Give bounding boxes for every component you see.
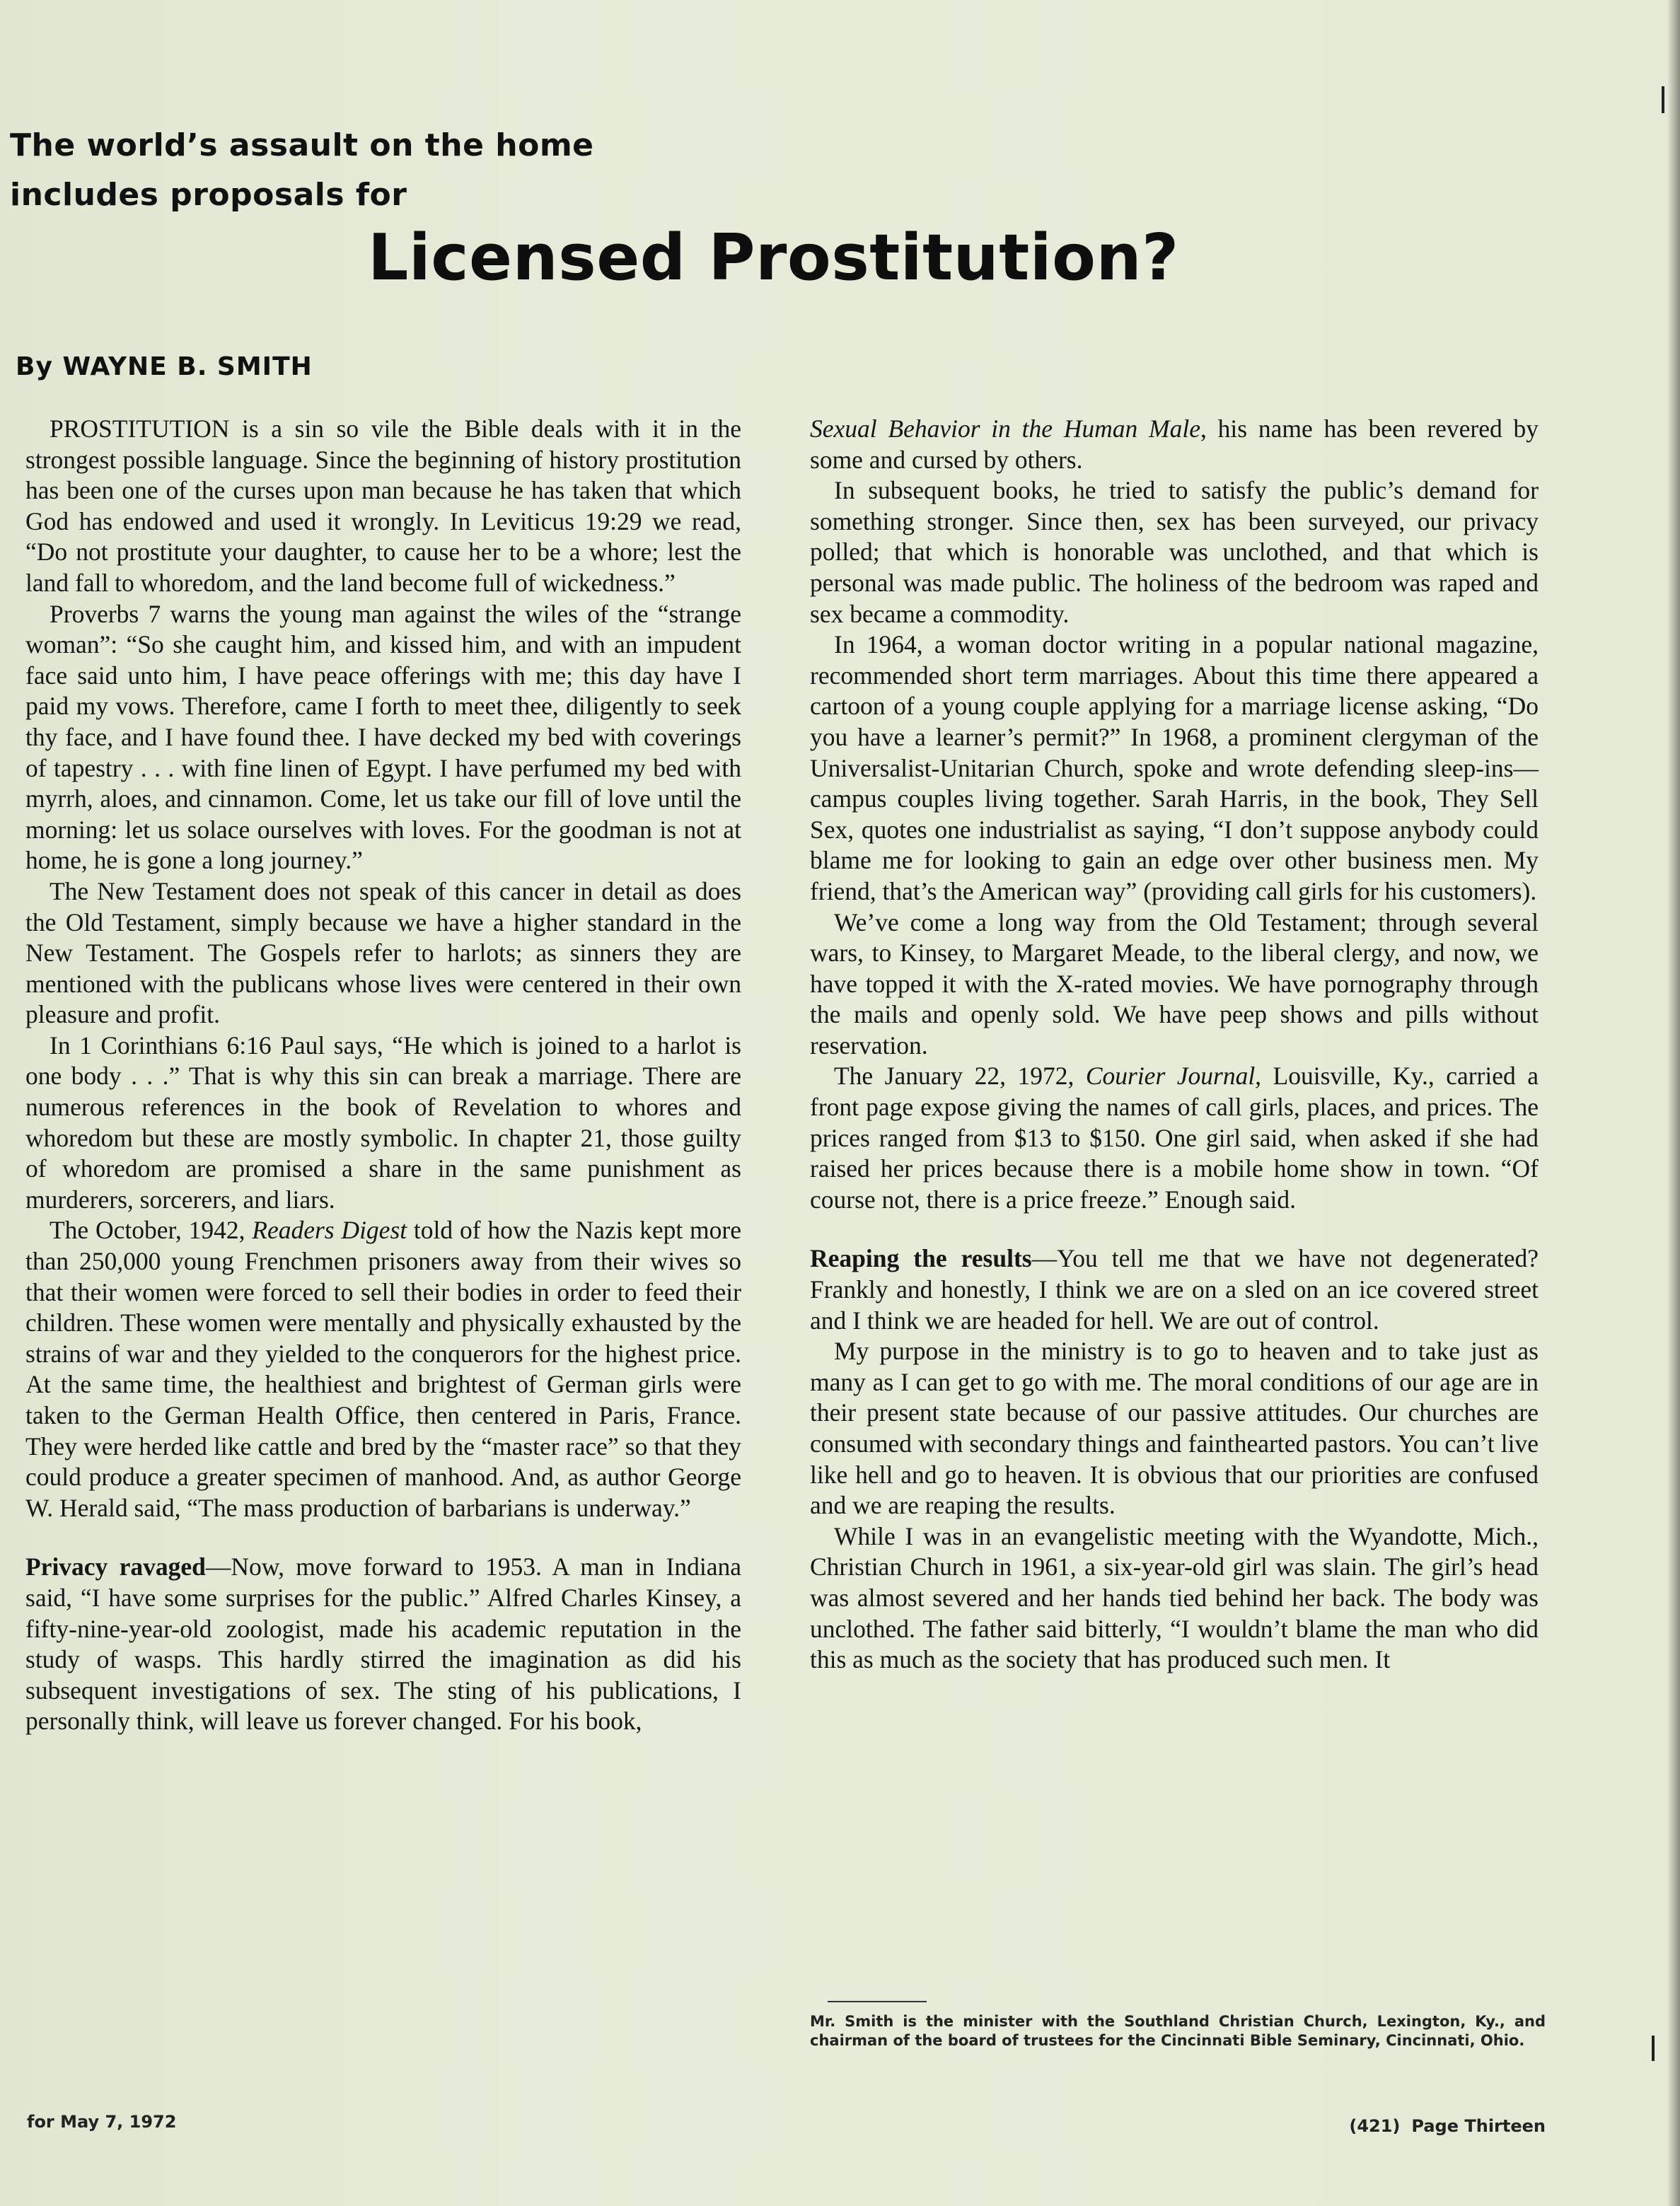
kicker-line-1: The world’s assault on the home: [10, 127, 594, 163]
headline: Licensed Prostitution?: [368, 221, 1179, 295]
left-paragraph-4: [25, 1215, 741, 1523]
page-edge-shadow: [1667, 0, 1680, 2206]
left-paragraph-1: [25, 599, 741, 876]
paragraph-text: The New Testament does not speak of this cancer in detail as does the Old Testament, simply because we have a higher standard in the New Testament. The Gospels refer to harlots; as sinners they are mentioned with the publicans whose lives were centered in their own pleasure and profit.: [25, 876, 741, 1029]
edge-mark-bottom: [1652, 2036, 1655, 2061]
right-paragraph-5: [810, 1243, 1539, 1336]
paragraph-text: We’ve come a long way from the Old Testament; through several wars, to Kinsey, to Margaret Meade, to the liberal clergy, and now, we have topped it with the X-rated movies. We have pornography through the mails and openly sold. We have peep shows and pills without reservation.: [810, 907, 1539, 1060]
publication-title: Sexual Behavior in the Human Male: [810, 414, 1201, 443]
paragraph-text: , his name has been revered by some and cursed by others.: [810, 414, 1539, 474]
page-number: (421): [1349, 2116, 1401, 2136]
paragraph-text: —Now, move forward to 1953. A man in Indiana said, “I have some surprises for the public.” Alfred Charles Kinsey, a fifty-nine-year-old zoologist, made his academic reputation in the study of wasps. This hardly stirred the imagination as did his subsequent investigations of sex. The sting of his publications, I personally think, will leave us forever changed. For his book,: [25, 1552, 741, 1736]
paragraph-text: In 1 Corinthians 6:16 Paul says, “He which is joined to a harlot is one body . . .” That is why this sin can break a marriage. There are numerous references in the book of Revelation to whores and whoredom but these are mostly symbolic. In chapter 21, those guilty of whoredom are promised a share in the same punishment as murderers, sorcerers, and liars.: [25, 1031, 741, 1214]
right-paragraph-3: [810, 907, 1539, 1062]
paragraph-text: told of how the Nazis kept more than 250,000 young Frenchmen prisoners away from their wives so that their women were forced to sell their bodies in order to feed their children. These women were mentally and physically exhausted by the strains of war and they yielded to the conquerors for the highest price. At the same time, the healthiest and brightest of German girls were taken to the German Health Office, then centered in Paris, France. They were herded like cattle and bred by the “master race” so that they could produce a greater specimen of manhood. And, as author George W. Herald said, “The mass production of barbarians is underway.”: [25, 1216, 741, 1522]
footnote-rule: [828, 2001, 927, 2002]
right-paragraph-1: [810, 475, 1539, 629]
article-column-right: [810, 414, 1539, 1676]
paragraph-text: Proverbs 7 warns the young man against the wiles of the “strange woman”: “So she caught him, and kissed him, and with an impudent face said unto him, I have peace offerings with me; this day have I paid my vows. Therefore, came I forth to meet thee, diligently to seek thy face, and I have found thee. I have decked my bed with coverings of tapestry . . . with fine linen of Egypt. I have perfumed my bed with myrrh, aloes, and cinnamon. Come, let us take our fill of love until the morning: let us solace ourselves with loves. For the goodman is not at home, he is gone a long journey.”: [25, 599, 741, 875]
publication-title: Courier Journal,: [1085, 1062, 1262, 1091]
paragraph-lead: The October, 1942,: [50, 1216, 253, 1245]
publication-title: Readers Digest: [252, 1216, 407, 1245]
kicker-line-2: includes proposals for: [10, 177, 407, 213]
paragraph-text: My purpose in the ministry is to go to heaven and to take just as many as I can get to go with me. The moral conditions of our age are in their present state because of our passive attitudes. Our churches are consumed with secondary things and fainthearted pastors. You can’t live like hell and go to heaven. It is obvious that our priorities are confused and we are reaping the results.: [810, 1337, 1539, 1520]
left-paragraph-2: [25, 876, 741, 1031]
right-paragraph-0: [810, 414, 1539, 475]
edge-mark-top: [1662, 86, 1664, 113]
paragraph-text: While I was in an evangelistic meeting with the Wyandotte, Mich., Christian Church in 1961, a six-year-old girl was slain. The girl’s head was almost severed and her hands tied behind her back. The body was unclothed. The father said bitterly, “I wouldn’t blame the man who did this as much as the society that has produced such men. It: [810, 1521, 1539, 1674]
page-folio: [1349, 2116, 1546, 2136]
issue-date: for May 7, 1972: [27, 2112, 177, 2132]
left-paragraph-5: [25, 1552, 741, 1737]
right-paragraph-6: [810, 1336, 1539, 1521]
paragraph-text: In subsequent books, he tried to satisfy the public’s demand for something stronger. Since then, sex has been surveyed, our privacy polled; that which is honorable was unclothed, and that which is personal was made public. The holiness of the bedroom was raped and sex became a commodity.: [810, 476, 1539, 628]
paragraph-text: —You tell me that we have not degenerated? Frankly and honestly, I think we are on a sled on an ice covered street and I think we are headed for hell. We are out of control.: [810, 1244, 1539, 1335]
right-paragraph-7: [810, 1521, 1539, 1676]
paragraph-text: PROSTITUTION is a sin so vile the Bible deals with it in the strongest possible language. Since the beginning of history prostitution has been one of the curses upon man because he has taken that which God has endowed and used it wrongly. In Leviticus 19:29 we read, “Do not prostitute your daughter, to cause her to be a whore; lest the land fall to whoredom, and the land become full of wickedness.”: [25, 414, 741, 597]
author-footnote: Mr. Smith is the minister with the Southland Christian Church, Lexington, Ky., and chairman of the board of trustees for the Cincinnati Bible Seminary, Cincinnati, Ohio.: [810, 2013, 1546, 2049]
left-paragraph-0: [25, 414, 741, 599]
subhead: Privacy ravaged: [25, 1552, 206, 1581]
left-paragraph-3: [25, 1031, 741, 1216]
right-paragraph-4: [810, 1061, 1539, 1215]
paragraph-text: In 1964, a woman doctor writing in a popular national magazine, recommended short term marriages. About this time there appeared a cartoon of a young couple applying for a marriage license asking, “Do you have a learner’s permit?” In 1968, a prominent clergyman of the Universalist-Unitarian Church, spoke and wrote defending sleep-ins—campus couples living together. Sarah Harris, in the book, They Sell Sex, quotes one industrialist as saying, “I don’t suppose anybody could blame me for looking to gain an edge over other business men. My friend, that’s the American way” (providing call girls for his customers).: [810, 630, 1539, 905]
paragraph-text: Louisville, Ky., carried a front page expose giving the names of call girls, places, and prices. The prices ranged from $13 to $150. One girl said, when asked if she had raised her prices because there is a mobile home show in town. “Of course not, there is a price freeze.” Enough said.: [810, 1062, 1539, 1214]
right-paragraph-2: [810, 629, 1539, 907]
page-label: Page Thirteen: [1411, 2116, 1546, 2136]
subhead: Reaping the results: [810, 1244, 1032, 1273]
paragraph-lead: The January 22, 1972,: [834, 1062, 1086, 1091]
article-column-left: [25, 414, 741, 1737]
byline: By WAYNE B. SMITH: [16, 352, 313, 381]
